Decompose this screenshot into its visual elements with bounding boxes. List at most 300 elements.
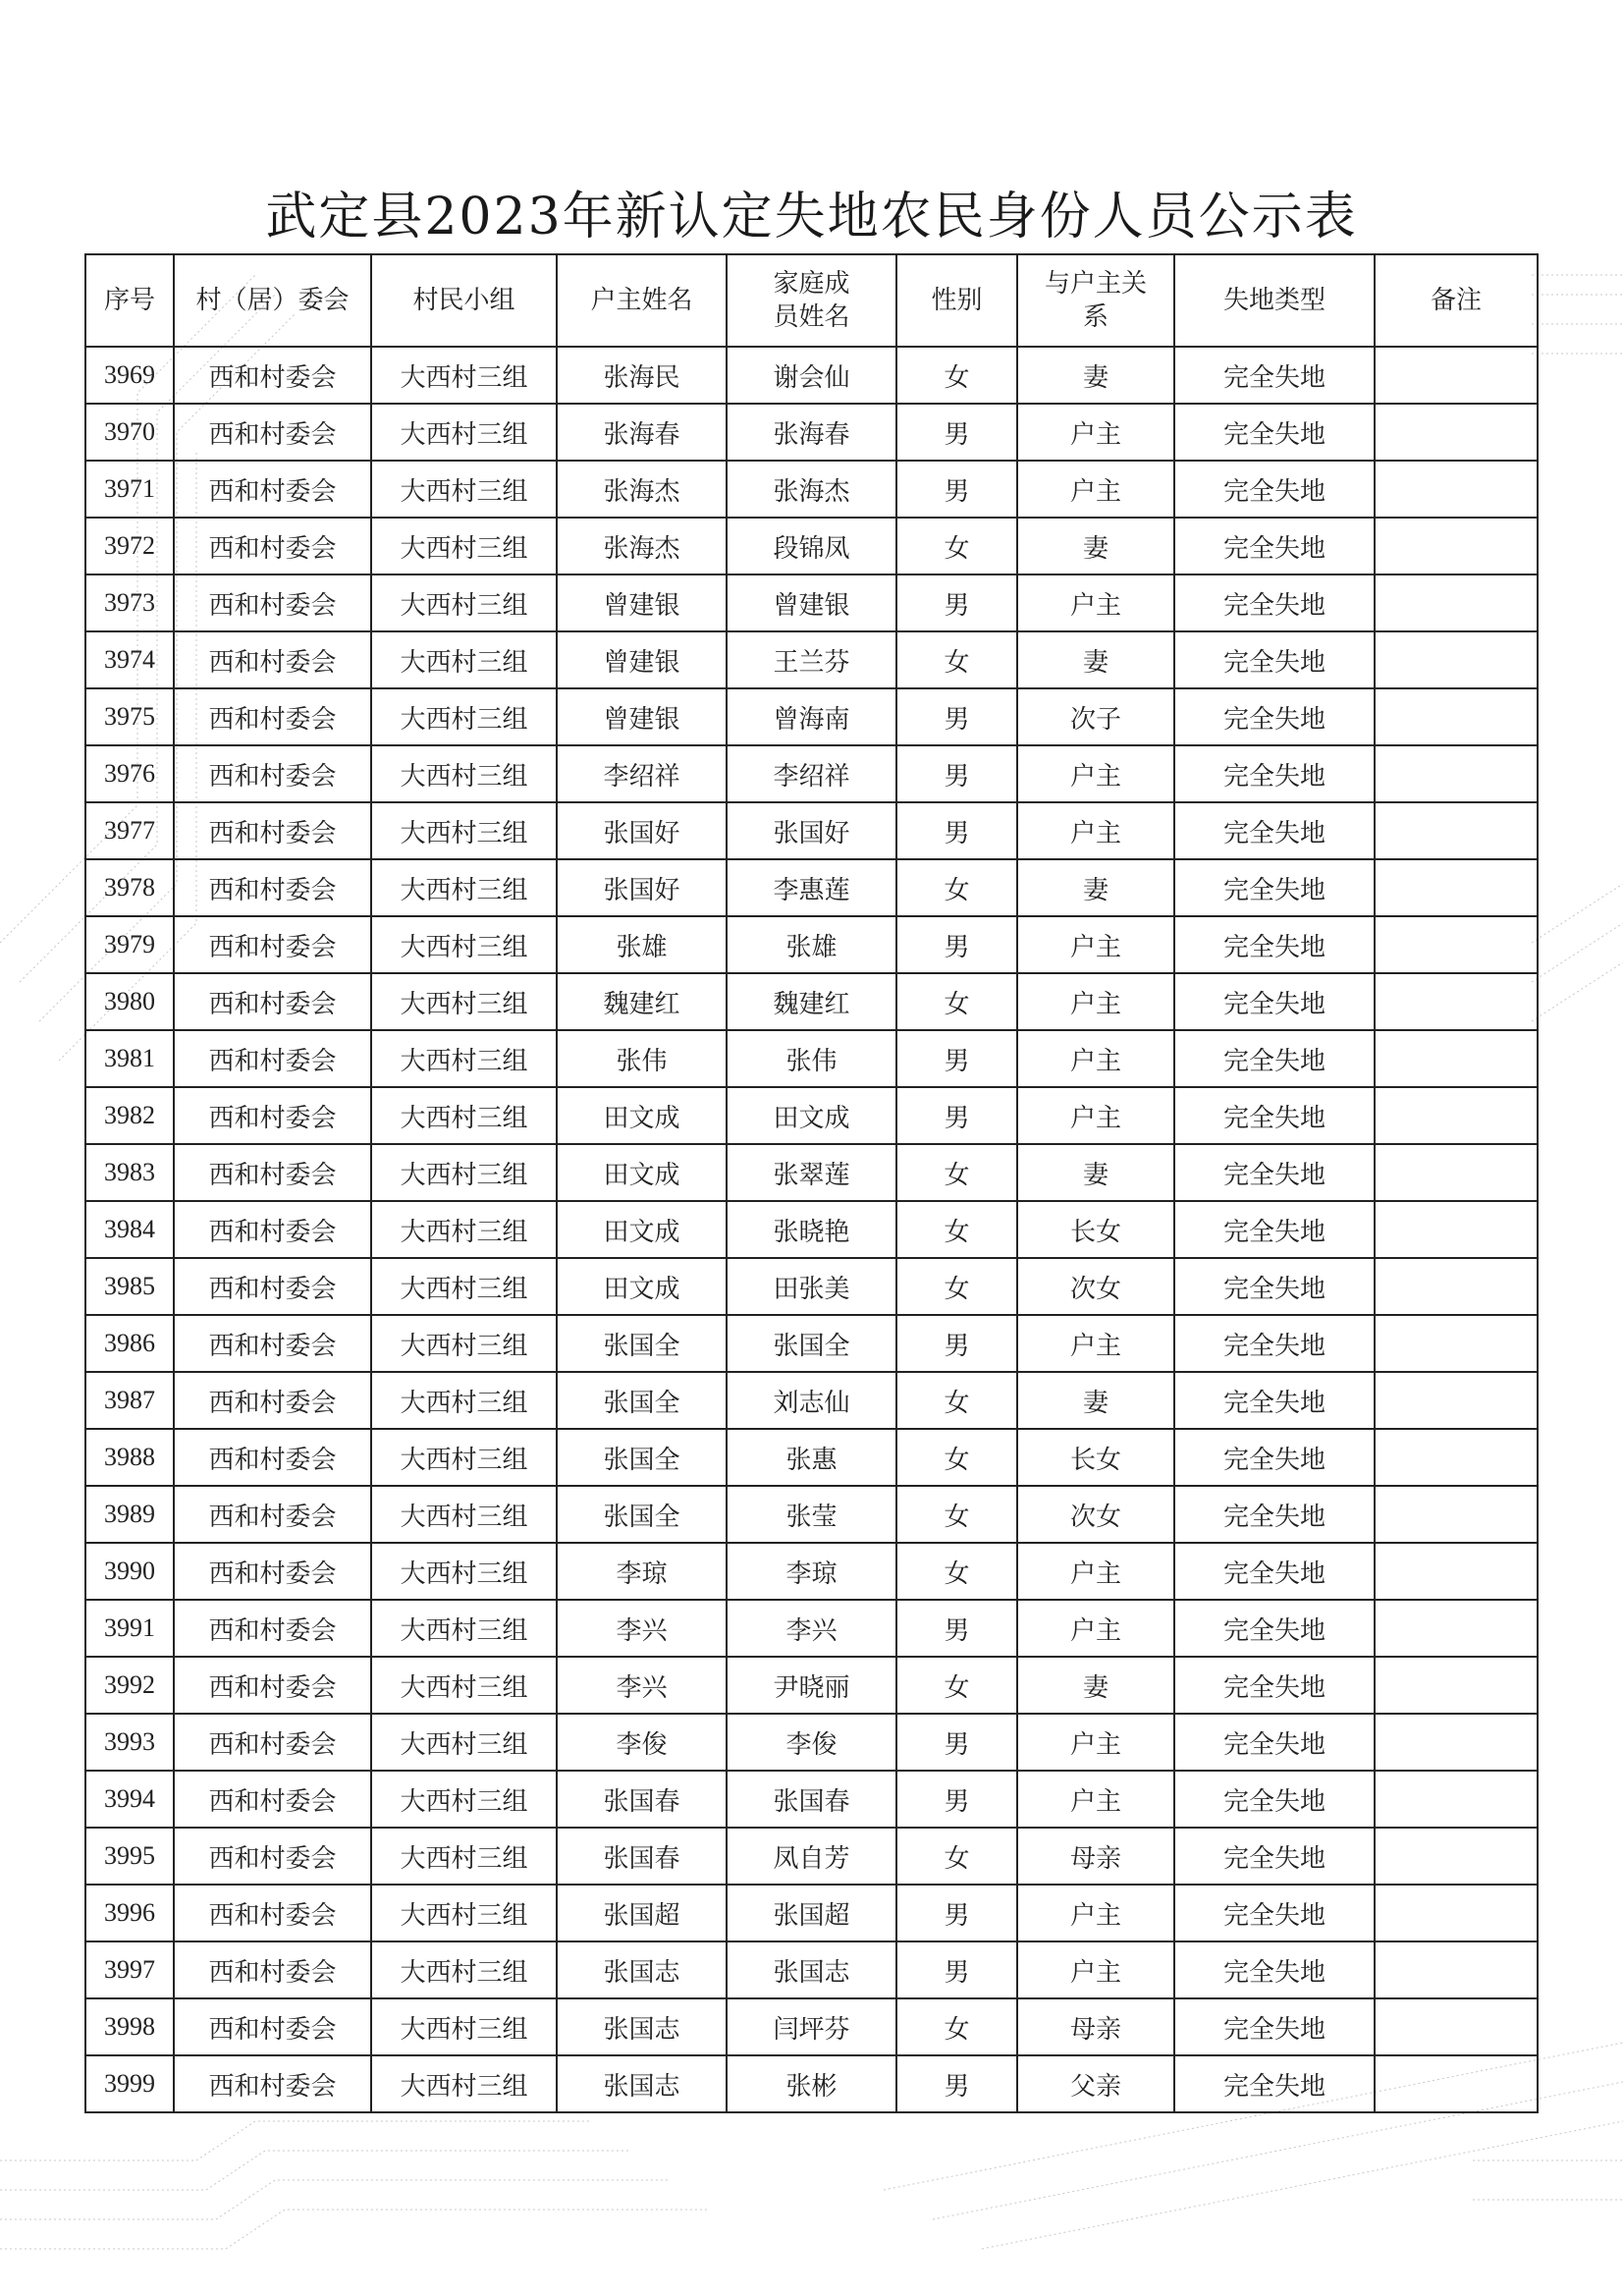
table-row xyxy=(85,1771,1538,1828)
cell-no: 3989 xyxy=(85,1486,174,1543)
cell-no: 3996 xyxy=(85,1885,174,1941)
cell-committee: 西和村委会 xyxy=(174,1600,371,1657)
cell-no: 3974 xyxy=(85,631,174,688)
cell-relation: 户主 xyxy=(1017,1087,1174,1144)
cell-head-name: 田文成 xyxy=(557,1201,727,1258)
header-relation: 与户主关系 xyxy=(1017,254,1174,347)
cell-loss-type: 完全失地 xyxy=(1174,1600,1375,1657)
cell-group: 大西村三组 xyxy=(371,1771,557,1828)
cell-group: 大西村三组 xyxy=(371,1201,557,1258)
cell-group: 大西村三组 xyxy=(371,404,557,461)
table-row xyxy=(85,859,1538,916)
cell-committee: 西和村委会 xyxy=(174,1714,371,1771)
cell-head-name: 李琼 xyxy=(557,1543,727,1600)
cell-gender: 男 xyxy=(896,2055,1017,2112)
cell-loss-type: 完全失地 xyxy=(1174,1486,1375,1543)
cell-group: 大西村三组 xyxy=(371,1885,557,1941)
cell-head-name: 张国春 xyxy=(557,1771,727,1828)
cell-note xyxy=(1375,461,1538,518)
cell-member-name: 田张美 xyxy=(727,1258,896,1315)
cell-gender: 男 xyxy=(896,916,1017,973)
cell-head-name: 曾建银 xyxy=(557,688,727,745)
cell-no: 3993 xyxy=(85,1714,174,1771)
cell-committee: 西和村委会 xyxy=(174,518,371,574)
cell-member-name: 张国春 xyxy=(727,1771,896,1828)
cell-no: 3999 xyxy=(85,2055,174,2112)
table-row xyxy=(85,802,1538,859)
cell-committee: 西和村委会 xyxy=(174,973,371,1030)
table-row xyxy=(85,404,1538,461)
cell-gender: 男 xyxy=(896,404,1017,461)
cell-no: 3983 xyxy=(85,1144,174,1201)
cell-member-name: 李琼 xyxy=(727,1543,896,1600)
table-row xyxy=(85,347,1538,404)
table-row xyxy=(85,1714,1538,1771)
header-no: 序号 xyxy=(85,254,174,347)
cell-relation: 妻 xyxy=(1017,859,1174,916)
cell-group: 大西村三组 xyxy=(371,1087,557,1144)
cell-committee: 西和村委会 xyxy=(174,1543,371,1600)
cell-gender: 男 xyxy=(896,1600,1017,1657)
cell-no: 3982 xyxy=(85,1087,174,1144)
cell-head-name: 张国志 xyxy=(557,2055,727,2112)
cell-relation: 户主 xyxy=(1017,1714,1174,1771)
cell-note xyxy=(1375,1087,1538,1144)
cell-member-name: 张翠莲 xyxy=(727,1144,896,1201)
cell-relation: 户主 xyxy=(1017,1600,1174,1657)
cell-group: 大西村三组 xyxy=(371,1600,557,1657)
header-loss-type: 失地类型 xyxy=(1174,254,1375,347)
cell-relation: 妻 xyxy=(1017,631,1174,688)
cell-loss-type: 完全失地 xyxy=(1174,1714,1375,1771)
cell-relation: 次女 xyxy=(1017,1486,1174,1543)
cell-note xyxy=(1375,1429,1538,1486)
cell-no: 3973 xyxy=(85,574,174,631)
cell-gender: 男 xyxy=(896,574,1017,631)
cell-no: 3994 xyxy=(85,1771,174,1828)
cell-gender: 女 xyxy=(896,859,1017,916)
cell-relation: 妻 xyxy=(1017,347,1174,404)
cell-gender: 男 xyxy=(896,1087,1017,1144)
cell-loss-type: 完全失地 xyxy=(1174,1828,1375,1885)
cell-loss-type: 完全失地 xyxy=(1174,1030,1375,1087)
cell-relation: 户主 xyxy=(1017,1030,1174,1087)
cell-head-name: 张国全 xyxy=(557,1315,727,1372)
cell-relation: 户主 xyxy=(1017,1315,1174,1372)
table-row xyxy=(85,1486,1538,1543)
cell-committee: 西和村委会 xyxy=(174,574,371,631)
cell-no: 3975 xyxy=(85,688,174,745)
cell-gender: 男 xyxy=(896,1315,1017,1372)
cell-committee: 西和村委会 xyxy=(174,1144,371,1201)
cell-head-name: 张国志 xyxy=(557,1998,727,2055)
cell-head-name: 张国全 xyxy=(557,1429,727,1486)
cell-note xyxy=(1375,1144,1538,1201)
cell-head-name: 田文成 xyxy=(557,1144,727,1201)
cell-member-name: 张国全 xyxy=(727,1315,896,1372)
cell-committee: 西和村委会 xyxy=(174,404,371,461)
cell-gender: 女 xyxy=(896,347,1017,404)
cell-no: 3979 xyxy=(85,916,174,973)
table-row xyxy=(85,518,1538,574)
cell-loss-type: 完全失地 xyxy=(1174,2055,1375,2112)
cell-head-name: 张国志 xyxy=(557,1941,727,1998)
cell-note xyxy=(1375,802,1538,859)
roster-table xyxy=(84,253,1539,2113)
cell-gender: 女 xyxy=(896,1543,1017,1600)
cell-relation: 户主 xyxy=(1017,802,1174,859)
cell-group: 大西村三组 xyxy=(371,859,557,916)
cell-note xyxy=(1375,1543,1538,1600)
cell-committee: 西和村委会 xyxy=(174,1315,371,1372)
cell-gender: 女 xyxy=(896,1258,1017,1315)
table-row xyxy=(85,631,1538,688)
cell-loss-type: 完全失地 xyxy=(1174,1543,1375,1600)
cell-committee: 西和村委会 xyxy=(174,1087,371,1144)
cell-group: 大西村三组 xyxy=(371,518,557,574)
cell-head-name: 曾建银 xyxy=(557,574,727,631)
cell-gender: 男 xyxy=(896,745,1017,802)
cell-note xyxy=(1375,574,1538,631)
cell-loss-type: 完全失地 xyxy=(1174,1998,1375,2055)
cell-no: 3991 xyxy=(85,1600,174,1657)
cell-loss-type: 完全失地 xyxy=(1174,745,1375,802)
cell-note xyxy=(1375,1714,1538,1771)
cell-group: 大西村三组 xyxy=(371,1372,557,1429)
cell-committee: 西和村委会 xyxy=(174,1998,371,2055)
cell-group: 大西村三组 xyxy=(371,1315,557,1372)
cell-head-name: 张国全 xyxy=(557,1372,727,1429)
cell-note xyxy=(1375,404,1538,461)
cell-relation: 妻 xyxy=(1017,1144,1174,1201)
table-row xyxy=(85,461,1538,518)
cell-group: 大西村三组 xyxy=(371,1429,557,1486)
cell-head-name: 田文成 xyxy=(557,1087,727,1144)
cell-head-name: 李兴 xyxy=(557,1657,727,1714)
cell-committee: 西和村委会 xyxy=(174,1201,371,1258)
cell-relation: 户主 xyxy=(1017,1771,1174,1828)
cell-no: 3969 xyxy=(85,347,174,404)
cell-head-name: 李俊 xyxy=(557,1714,727,1771)
cell-gender: 男 xyxy=(896,1714,1017,1771)
cell-committee: 西和村委会 xyxy=(174,688,371,745)
cell-head-name: 李兴 xyxy=(557,1600,727,1657)
cell-no: 3981 xyxy=(85,1030,174,1087)
table-row xyxy=(85,1030,1538,1087)
cell-note xyxy=(1375,1885,1538,1941)
cell-committee: 西和村委会 xyxy=(174,916,371,973)
cell-committee: 西和村委会 xyxy=(174,1030,371,1087)
header-gender: 性别 xyxy=(896,254,1017,347)
cell-gender: 女 xyxy=(896,518,1017,574)
table-row xyxy=(85,1201,1538,1258)
cell-no: 3971 xyxy=(85,461,174,518)
cell-gender: 女 xyxy=(896,1372,1017,1429)
cell-gender: 男 xyxy=(896,1885,1017,1941)
cell-member-name: 张海杰 xyxy=(727,461,896,518)
header-note: 备注 xyxy=(1375,254,1538,347)
cell-member-name: 尹晓丽 xyxy=(727,1657,896,1714)
cell-head-name: 张海杰 xyxy=(557,518,727,574)
table-row xyxy=(85,1998,1538,2055)
cell-head-name: 曾建银 xyxy=(557,631,727,688)
cell-member-name: 张国好 xyxy=(727,802,896,859)
cell-group: 大西村三组 xyxy=(371,631,557,688)
cell-gender: 女 xyxy=(896,1657,1017,1714)
cell-committee: 西和村委会 xyxy=(174,2055,371,2112)
cell-relation: 户主 xyxy=(1017,745,1174,802)
cell-group: 大西村三组 xyxy=(371,347,557,404)
cell-no: 3990 xyxy=(85,1543,174,1600)
cell-group: 大西村三组 xyxy=(371,1941,557,1998)
header-row xyxy=(85,254,1538,347)
table-row xyxy=(85,1315,1538,1372)
cell-member-name: 谢会仙 xyxy=(727,347,896,404)
cell-relation: 次女 xyxy=(1017,1258,1174,1315)
cell-relation: 父亲 xyxy=(1017,2055,1174,2112)
cell-group: 大西村三组 xyxy=(371,2055,557,2112)
cell-group: 大西村三组 xyxy=(371,1543,557,1600)
cell-relation: 妻 xyxy=(1017,1657,1174,1714)
cell-member-name: 张国超 xyxy=(727,1885,896,1941)
cell-loss-type: 完全失地 xyxy=(1174,688,1375,745)
table-row xyxy=(85,1429,1538,1486)
cell-loss-type: 完全失地 xyxy=(1174,1941,1375,1998)
cell-head-name: 张海春 xyxy=(557,404,727,461)
cell-committee: 西和村委会 xyxy=(174,802,371,859)
cell-committee: 西和村委会 xyxy=(174,631,371,688)
cell-member-name: 王兰芬 xyxy=(727,631,896,688)
cell-loss-type: 完全失地 xyxy=(1174,631,1375,688)
table-row xyxy=(85,1941,1538,1998)
cell-group: 大西村三组 xyxy=(371,802,557,859)
cell-note xyxy=(1375,518,1538,574)
cell-loss-type: 完全失地 xyxy=(1174,574,1375,631)
cell-note xyxy=(1375,1372,1538,1429)
cell-note xyxy=(1375,1941,1538,1998)
cell-member-name: 张海春 xyxy=(727,404,896,461)
cell-committee: 西和村委会 xyxy=(174,1429,371,1486)
cell-gender: 女 xyxy=(896,1828,1017,1885)
cell-relation: 户主 xyxy=(1017,404,1174,461)
cell-group: 大西村三组 xyxy=(371,1828,557,1885)
cell-gender: 男 xyxy=(896,688,1017,745)
cell-note xyxy=(1375,1657,1538,1714)
table-row xyxy=(85,1087,1538,1144)
cell-gender: 女 xyxy=(896,1201,1017,1258)
cell-group: 大西村三组 xyxy=(371,973,557,1030)
cell-relation: 母亲 xyxy=(1017,1828,1174,1885)
cell-loss-type: 完全失地 xyxy=(1174,1315,1375,1372)
cell-no: 3977 xyxy=(85,802,174,859)
cell-committee: 西和村委会 xyxy=(174,1771,371,1828)
cell-note xyxy=(1375,1828,1538,1885)
cell-group: 大西村三组 xyxy=(371,1030,557,1087)
cell-committee: 西和村委会 xyxy=(174,1885,371,1941)
cell-note xyxy=(1375,1201,1538,1258)
cell-committee: 西和村委会 xyxy=(174,1941,371,1998)
cell-loss-type: 完全失地 xyxy=(1174,518,1375,574)
roster-body xyxy=(85,347,1538,2112)
cell-relation: 户主 xyxy=(1017,574,1174,631)
table-row xyxy=(85,1828,1538,1885)
cell-note xyxy=(1375,2055,1538,2112)
cell-member-name: 张莹 xyxy=(727,1486,896,1543)
cell-no: 3986 xyxy=(85,1315,174,1372)
cell-committee: 西和村委会 xyxy=(174,1486,371,1543)
cell-head-name: 李绍祥 xyxy=(557,745,727,802)
cell-no: 3998 xyxy=(85,1998,174,2055)
cell-note xyxy=(1375,745,1538,802)
cell-relation: 长女 xyxy=(1017,1429,1174,1486)
table-row xyxy=(85,973,1538,1030)
cell-group: 大西村三组 xyxy=(371,745,557,802)
cell-note xyxy=(1375,1030,1538,1087)
cell-group: 大西村三组 xyxy=(371,916,557,973)
cell-relation: 妻 xyxy=(1017,518,1174,574)
cell-member-name: 李俊 xyxy=(727,1714,896,1771)
cell-no: 3992 xyxy=(85,1657,174,1714)
cell-group: 大西村三组 xyxy=(371,1657,557,1714)
cell-relation: 长女 xyxy=(1017,1201,1174,1258)
cell-member-name: 李惠莲 xyxy=(727,859,896,916)
cell-member-name: 田文成 xyxy=(727,1087,896,1144)
cell-loss-type: 完全失地 xyxy=(1174,1885,1375,1941)
cell-group: 大西村三组 xyxy=(371,688,557,745)
cell-gender: 女 xyxy=(896,973,1017,1030)
cell-gender: 女 xyxy=(896,1998,1017,2055)
cell-relation: 户主 xyxy=(1017,916,1174,973)
cell-note xyxy=(1375,1771,1538,1828)
cell-relation: 户主 xyxy=(1017,1543,1174,1600)
cell-no: 3988 xyxy=(85,1429,174,1486)
cell-head-name: 张国好 xyxy=(557,802,727,859)
cell-member-name: 李兴 xyxy=(727,1600,896,1657)
table-row xyxy=(85,688,1538,745)
cell-gender: 男 xyxy=(896,802,1017,859)
cell-loss-type: 完全失地 xyxy=(1174,404,1375,461)
cell-committee: 西和村委会 xyxy=(174,1258,371,1315)
cell-group: 大西村三组 xyxy=(371,1714,557,1771)
cell-head-name: 魏建红 xyxy=(557,973,727,1030)
table-row xyxy=(85,745,1538,802)
cell-loss-type: 完全失地 xyxy=(1174,973,1375,1030)
cell-loss-type: 完全失地 xyxy=(1174,802,1375,859)
cell-no: 3995 xyxy=(85,1828,174,1885)
cell-member-name: 刘志仙 xyxy=(727,1372,896,1429)
cell-group: 大西村三组 xyxy=(371,1998,557,2055)
table-row xyxy=(85,574,1538,631)
cell-loss-type: 完全失地 xyxy=(1174,1258,1375,1315)
cell-loss-type: 完全失地 xyxy=(1174,1087,1375,1144)
cell-note xyxy=(1375,1600,1538,1657)
cell-member-name: 李绍祥 xyxy=(727,745,896,802)
cell-no: 3972 xyxy=(85,518,174,574)
cell-gender: 女 xyxy=(896,631,1017,688)
cell-head-name: 田文成 xyxy=(557,1258,727,1315)
table-row xyxy=(85,1258,1538,1315)
cell-head-name: 张国好 xyxy=(557,859,727,916)
cell-note xyxy=(1375,973,1538,1030)
cell-member-name: 张彬 xyxy=(727,2055,896,2112)
cell-note xyxy=(1375,631,1538,688)
cell-member-name: 曾海南 xyxy=(727,688,896,745)
page-title: 武定县2023年新认定失地农民身份人员公示表 xyxy=(265,188,1358,246)
cell-member-name: 闫坪芬 xyxy=(727,1998,896,2055)
cell-relation: 次子 xyxy=(1017,688,1174,745)
cell-note xyxy=(1375,859,1538,916)
cell-committee: 西和村委会 xyxy=(174,1657,371,1714)
cell-committee: 西和村委会 xyxy=(174,745,371,802)
cell-loss-type: 完全失地 xyxy=(1174,1144,1375,1201)
cell-member-name: 张伟 xyxy=(727,1030,896,1087)
cell-member-name: 张国志 xyxy=(727,1941,896,1998)
cell-gender: 女 xyxy=(896,1486,1017,1543)
cell-group: 大西村三组 xyxy=(371,1258,557,1315)
cell-member-name: 张惠 xyxy=(727,1429,896,1486)
cell-head-name: 张海民 xyxy=(557,347,727,404)
cell-committee: 西和村委会 xyxy=(174,1828,371,1885)
cell-member-name: 曾建银 xyxy=(727,574,896,631)
cell-member-name: 魏建红 xyxy=(727,973,896,1030)
cell-committee: 西和村委会 xyxy=(174,347,371,404)
cell-committee: 西和村委会 xyxy=(174,859,371,916)
cell-gender: 女 xyxy=(896,1144,1017,1201)
cell-relation: 户主 xyxy=(1017,1941,1174,1998)
cell-head-name: 张国春 xyxy=(557,1828,727,1885)
cell-member-name: 凤自芳 xyxy=(727,1828,896,1885)
cell-loss-type: 完全失地 xyxy=(1174,1372,1375,1429)
cell-no: 3987 xyxy=(85,1372,174,1429)
cell-note xyxy=(1375,1258,1538,1315)
cell-loss-type: 完全失地 xyxy=(1174,1657,1375,1714)
cell-loss-type: 完全失地 xyxy=(1174,1201,1375,1258)
cell-no: 3970 xyxy=(85,404,174,461)
table-row xyxy=(85,1372,1538,1429)
cell-no: 3980 xyxy=(85,973,174,1030)
cell-note xyxy=(1375,1486,1538,1543)
cell-member-name: 张雄 xyxy=(727,916,896,973)
cell-head-name: 张雄 xyxy=(557,916,727,973)
table-row xyxy=(85,1657,1538,1714)
cell-relation: 母亲 xyxy=(1017,1998,1174,2055)
cell-no: 3997 xyxy=(85,1941,174,1998)
cell-gender: 男 xyxy=(896,461,1017,518)
table-row xyxy=(85,1144,1538,1201)
cell-relation: 妻 xyxy=(1017,1372,1174,1429)
cell-loss-type: 完全失地 xyxy=(1174,859,1375,916)
cell-gender: 女 xyxy=(896,1429,1017,1486)
table-row xyxy=(85,916,1538,973)
cell-head-name: 张国全 xyxy=(557,1486,727,1543)
table-row xyxy=(85,1600,1538,1657)
cell-no: 3978 xyxy=(85,859,174,916)
header-committee: 村（居）委会 xyxy=(174,254,371,347)
cell-no: 3976 xyxy=(85,745,174,802)
cell-group: 大西村三组 xyxy=(371,1486,557,1543)
cell-member-name: 张晓艳 xyxy=(727,1201,896,1258)
header-group: 村民小组 xyxy=(371,254,557,347)
cell-gender: 男 xyxy=(896,1941,1017,1998)
cell-loss-type: 完全失地 xyxy=(1174,1771,1375,1828)
cell-committee: 西和村委会 xyxy=(174,1372,371,1429)
cell-group: 大西村三组 xyxy=(371,574,557,631)
header-head-name: 户主姓名 xyxy=(557,254,727,347)
cell-relation: 户主 xyxy=(1017,973,1174,1030)
cell-gender: 男 xyxy=(896,1771,1017,1828)
cell-note xyxy=(1375,347,1538,404)
table-row xyxy=(85,1885,1538,1941)
